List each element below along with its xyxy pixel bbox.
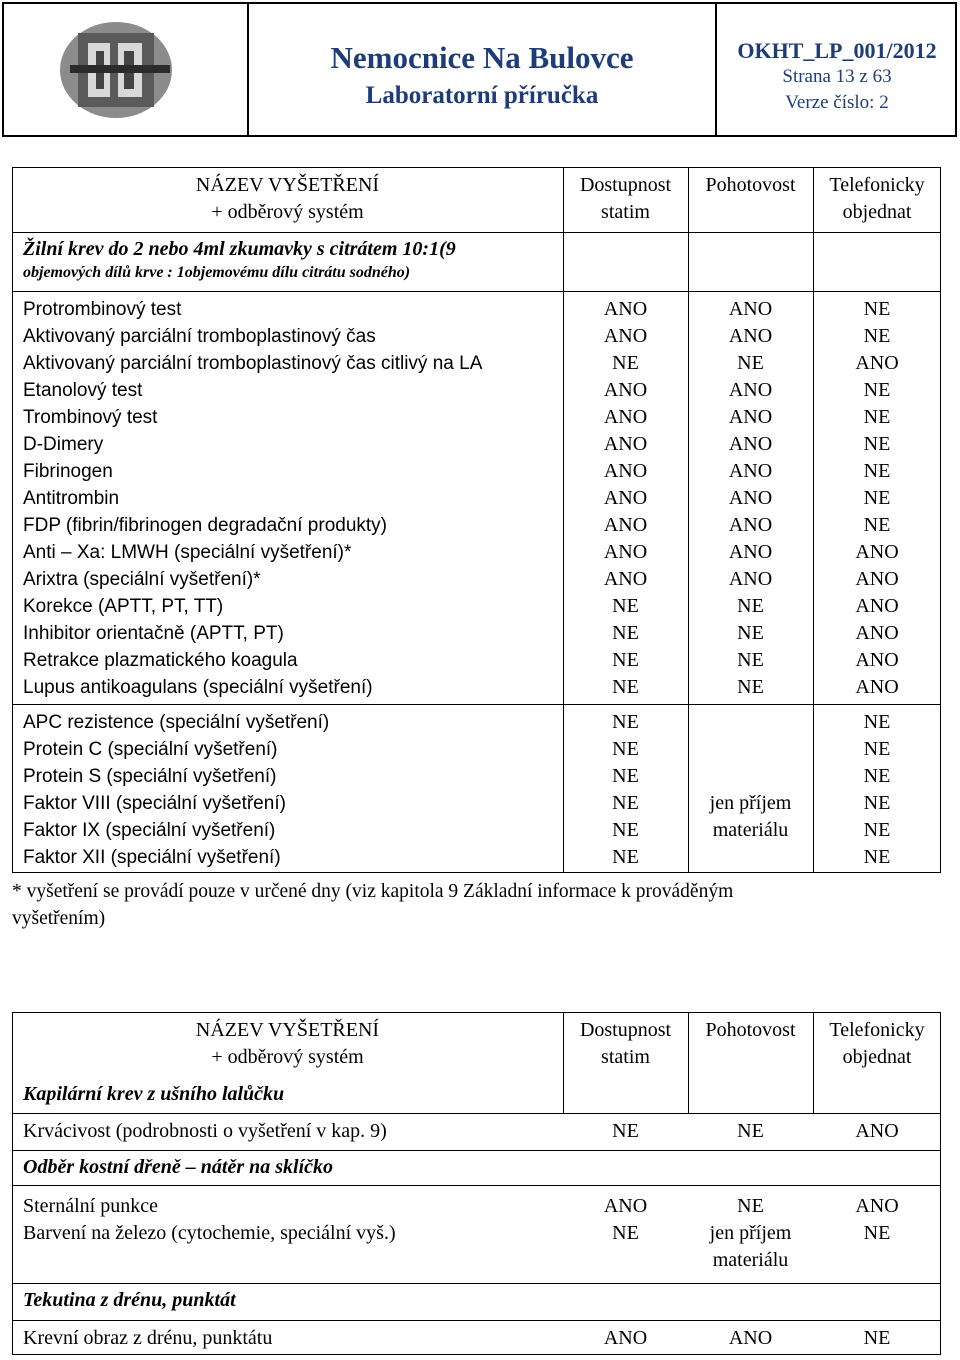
row-barveni-name: Barvení na železo (cytochemie, speciální vyš.) — [23, 1222, 396, 1244]
table-row-name: Retrakce plazmatického koagula — [23, 650, 298, 671]
table-row-telefonicky: ANO — [855, 595, 899, 617]
table-row-statim: ANO — [603, 406, 648, 428]
row-sternalni-statim: ANO — [603, 1195, 648, 1217]
table1-head-name: NÁZEV VYŠETŘENÍ + odběrový systém — [195, 174, 380, 223]
row-barveni-pohotovost-line1: jen příjem — [709, 1222, 792, 1244]
table-row-pohotovost: ANO — [728, 460, 773, 482]
table-row-name: Lupus antikoagulans (speciální vyšetření) — [23, 677, 373, 698]
table-row-telefonicky: NE — [863, 514, 891, 536]
table-row-statim: NE — [612, 765, 639, 787]
row-barveni-tel: NE — [863, 1222, 891, 1244]
table-row-statim: ANO — [603, 379, 648, 401]
table-row-telefonicky: ANO — [855, 568, 899, 590]
table-row-telefonicky: NE — [863, 738, 891, 760]
section-kapilarni: Kapilární krev z ušního lalůčku — [23, 1083, 285, 1105]
table-row-pohotovost: ANO — [728, 325, 773, 347]
table-row-statim: NE — [612, 738, 639, 760]
logo-cell — [4, 4, 249, 135]
table-row-telefonicky: NE — [863, 819, 891, 841]
table-row-pohotovost: NE — [737, 352, 764, 374]
version-number: Verze číslo: 2 — [785, 92, 889, 113]
table1-head-statim: Dostupnost statim — [579, 174, 672, 223]
table-row-telefonicky: ANO — [855, 622, 899, 644]
row-barveni-statim: NE — [612, 1222, 639, 1244]
table-row-name: Faktor XII (speciální vyšetření) — [23, 847, 281, 868]
table-row-statim: ANO — [603, 460, 648, 482]
document-info-cell — [717, 4, 957, 135]
table1-section-title: Žilní krev do 2 nebo 4ml zkumavky s citrátem 10:1(9 — [23, 238, 456, 260]
table-row-name: Protein S (speciální vyšetření) — [23, 766, 277, 787]
table2-head-telefonicky: Telefonicky objednat — [829, 1019, 925, 1068]
table-row-statim: ANO — [603, 298, 648, 320]
table-row-name: Protein C (speciální vyšetření) — [23, 739, 278, 760]
row-krvacivost-pohotovost: NE — [737, 1120, 764, 1142]
title-cell — [249, 4, 717, 135]
table-row-telefonicky: ANO — [855, 541, 899, 563]
table-row-pohotovost: ANO — [728, 514, 773, 536]
table-row-telefonicky: NE — [863, 846, 891, 868]
table-row-name: Faktor IX (speciální vyšetření) — [23, 820, 276, 841]
table-row-name: Anti – Xa: LMWH (speciální vyšetření)* — [23, 542, 352, 563]
table-row-pohotovost: ANO — [728, 487, 773, 509]
table-row-name: Fibrinogen — [23, 461, 113, 482]
table-row-telefonicky: NE — [863, 765, 891, 787]
table-row-name: FDP (fibrin/fibrinogen degradační produkty) — [23, 515, 388, 536]
table-row-pohotovost: NE — [737, 595, 764, 617]
table-row-statim: NE — [612, 649, 639, 671]
table-row-statim: NE — [612, 819, 639, 841]
table-row-telefonicky: NE — [863, 298, 891, 320]
table-row-telefonicky: NE — [863, 487, 891, 509]
table2-head-pohotovost: Pohotovost — [705, 1019, 796, 1041]
section-tekutina: Tekutina z drénu, punktát — [23, 1289, 236, 1311]
table-row-statim: ANO — [603, 541, 648, 563]
row-krevni-obraz-tel: NE — [863, 1327, 891, 1349]
pohotovost-merged-line1: jen příjem — [709, 792, 792, 814]
table-row-name: Faktor VIII (speciální vyšetření) — [23, 793, 286, 814]
section-kostni-dren: Odběr kostní dřeně – nátěr na sklíčko — [23, 1156, 334, 1178]
row-sternalni-tel: ANO — [855, 1195, 899, 1217]
hospital-name: Nemocnice Na Bulovce — [330, 40, 634, 75]
manual-title: Laboratorní příručka — [365, 82, 599, 109]
table-row-statim: NE — [612, 711, 639, 733]
pohotovost-merged-line2: materiálu — [712, 819, 789, 841]
table-row-telefonicky: NE — [863, 460, 891, 482]
page-header — [2, 2, 957, 137]
table-row-name: Protrombinový test — [23, 299, 182, 320]
table-row-pohotovost: ANO — [728, 433, 773, 455]
table-row-telefonicky: NE — [863, 406, 891, 428]
table-row-statim: NE — [612, 676, 639, 698]
page-number: Strana 13 z 63 — [782, 66, 892, 87]
row-sternalni-name: Sternální punkce — [23, 1195, 158, 1217]
row-krvacivost-name: Krvácivost (podrobnosti o vyšetření v kap. 9) — [23, 1120, 387, 1142]
footnote-line1: * vyšetření se provádí pouze v určené dny (viz kapitola 9 Základní informace k prováděným — [12, 881, 734, 902]
table-row-pohotovost: ANO — [728, 568, 773, 590]
table-row-name: Aktivovaný parciální tromboplastinový čas citlivý na LA — [23, 353, 483, 374]
row-krvacivost-statim: NE — [612, 1120, 639, 1142]
table-row-name: Antitrombin — [23, 488, 120, 509]
table-row-telefonicky: ANO — [855, 676, 899, 698]
table1-section-subtitle: objemových dílů krve : 1objemovému dílu citrátu sodného) — [23, 264, 411, 281]
table-row-telefonicky: ANO — [855, 352, 899, 374]
table-row-statim: ANO — [603, 568, 648, 590]
table-row-pohotovost: ANO — [728, 406, 773, 428]
table-row-name: Inhibitor orientačně (APTT, PT) — [23, 623, 284, 644]
table-row-statim: ANO — [603, 487, 648, 509]
table2-head-statim: Dostupnost statim — [579, 1019, 672, 1068]
row-sternalni-pohotovost: NE — [737, 1195, 764, 1217]
table-row-statim: NE — [612, 622, 639, 644]
table-row-name: APC rezistence (speciální vyšetření) — [23, 712, 330, 733]
table-row-statim: NE — [612, 352, 639, 374]
table2-head-name: NÁZEV VYŠETŘENÍ + odběrový systém — [195, 1019, 380, 1068]
hospital-logo-icon — [56, 15, 186, 125]
row-krevni-obraz-statim: ANO — [603, 1327, 648, 1349]
table-row-pohotovost: ANO — [728, 379, 773, 401]
table-row-pohotovost: NE — [737, 676, 764, 698]
table-row-pohotovost: NE — [737, 622, 764, 644]
table-row-pohotovost: NE — [737, 649, 764, 671]
table-row-statim: ANO — [603, 325, 648, 347]
table-row-pohotovost: ANO — [728, 298, 773, 320]
table-row-name: Arixtra (speciální vyšetření)* — [23, 569, 261, 590]
table-row-statim: ANO — [603, 514, 648, 536]
table-row-telefonicky: ANO — [855, 649, 899, 671]
table-row-telefonicky: NE — [863, 792, 891, 814]
row-krevni-obraz-name: Krevní obraz z drénu, punktátu — [23, 1327, 273, 1349]
table-row-telefonicky: NE — [863, 711, 891, 733]
table-row-statim: NE — [612, 792, 639, 814]
table-row-statim: ANO — [603, 433, 648, 455]
table1-head-telefonicky: Telefonicky objednat — [829, 174, 925, 223]
table-row-telefonicky: NE — [863, 325, 891, 347]
table-row-name: D-Dimery — [23, 434, 104, 455]
table-row-name: Trombinový test — [23, 407, 158, 428]
table1-head-pohotovost: Pohotovost — [705, 174, 796, 196]
table-row-telefonicky: NE — [863, 379, 891, 401]
row-barveni-pohotovost-line2: materiálu — [712, 1249, 789, 1271]
table-row-name: Korekce (APTT, PT, TT) — [23, 596, 224, 617]
document-code: OKHT_LP_001/2012 — [737, 38, 937, 63]
table-row-statim: NE — [612, 595, 639, 617]
row-krvacivost-tel: ANO — [855, 1120, 899, 1142]
table-row-name: Aktivovaný parciální tromboplastinový čas — [23, 326, 376, 347]
row-krevni-obraz-pohotovost: ANO — [728, 1327, 773, 1349]
footnote-line2: vyšetřením) — [12, 908, 106, 929]
table-row-pohotovost: ANO — [728, 541, 773, 563]
table-row-name: Etanolový test — [23, 380, 143, 401]
table-row-statim: NE — [612, 846, 639, 868]
table-row-telefonicky: NE — [863, 433, 891, 455]
